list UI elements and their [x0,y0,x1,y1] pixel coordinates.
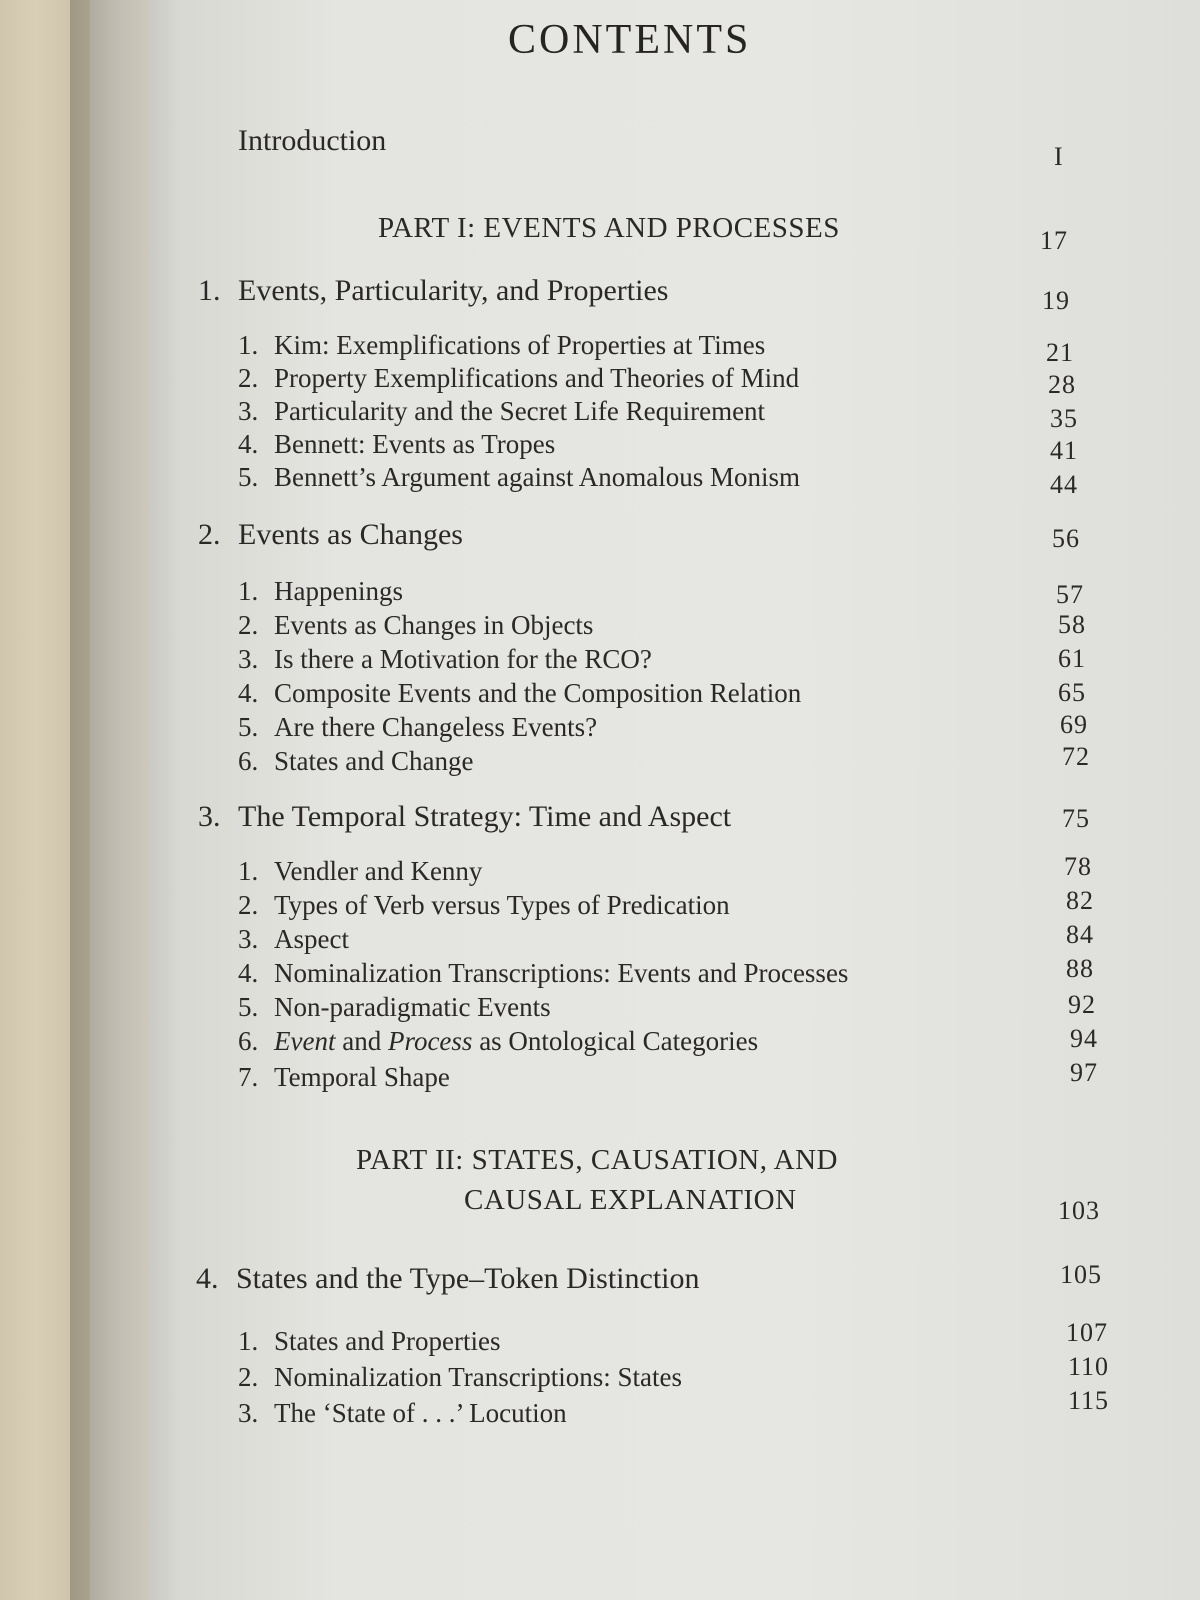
toc-section [238,462,800,493]
page-title: CONTENTS [508,17,752,63]
toc-section [238,856,482,887]
section-page: 94 [1070,1024,1098,1053]
section-title: States and Change [274,746,474,776]
toc-section [238,644,652,675]
section-number: 4. [238,958,259,988]
section-page: 58 [1058,610,1086,639]
toc-chapter-2-page: 56 [1052,524,1080,553]
section-title: The ‘State of . . .’ Locution [274,1398,567,1428]
section-title: Bennett: Events as Tropes [274,429,556,459]
gutter-shadow [70,0,180,1600]
section-title-conjunction: and [335,1026,388,1056]
section-title: Types of Verb versus Types of Predication [274,890,730,920]
part-heading-2-line-1: PART II: STATES, CAUSATION, AND [356,1144,838,1176]
section-page: 72 [1062,742,1090,771]
section-number: 2. [238,890,259,920]
section-page: 69 [1060,710,1088,739]
part-heading-1: PART I: EVENTS AND PROCESSES [378,212,840,244]
section-number: 5. [238,462,259,492]
section-title: Events as Changes in Objects [274,610,594,640]
section-title: Nominalization Transcriptions: States [274,1362,682,1392]
section-title-italic-event: Event [274,1026,336,1056]
toc-introduction-label: Introduction [238,124,387,157]
section-number: 2. [238,363,259,393]
toc-section [238,576,403,607]
chapter-title: Events as Changes [238,518,463,551]
section-number: 1. [238,576,259,606]
section-number: 1. [238,1326,259,1356]
section-number: 7. [238,1062,259,1092]
section-number: 6. [238,746,259,776]
section-number: 2. [238,1362,259,1392]
section-page: 44 [1050,470,1078,499]
section-page: 28 [1048,370,1076,399]
toc-section [238,1398,567,1429]
toc-section [238,890,730,921]
chapter-title: Events, Particularity, and Properties [238,274,669,307]
section-title: Temporal Shape [274,1062,450,1092]
section-number: 4. [238,678,259,708]
section-page: 110 [1068,1352,1110,1381]
toc-introduction-page: I [1054,142,1064,171]
section-page: 88 [1066,954,1094,983]
section-number: 3. [238,924,259,954]
toc-section [238,396,765,427]
chapter-number: 4. [196,1262,219,1295]
toc-section [238,610,593,641]
section-page: 107 [1066,1318,1108,1347]
section-title: Are there Changeless Events? [274,712,598,742]
toc-section [238,712,597,743]
toc-chapter-4-page: 105 [1060,1260,1102,1289]
part-heading-2-page: 103 [1058,1196,1100,1225]
section-page: 97 [1070,1058,1098,1087]
toc-chapter-3 [198,800,731,834]
section-number: 5. [238,712,259,742]
toc-section [238,746,473,777]
section-number: 2. [238,610,259,640]
section-number: 3. [238,396,259,426]
section-page: 21 [1046,338,1074,367]
part-heading-1-page: 17 [1040,226,1068,255]
section-title: Composite Events and the Composition Relation [274,678,802,708]
section-page: 65 [1058,678,1086,707]
section-title-italic-process: Process [387,1026,473,1056]
toc-section [238,992,551,1023]
toc-chapter-1 [198,274,668,308]
chapter-number: 3. [198,800,221,833]
section-number: 1. [238,330,259,360]
section-title: Particularity and the Secret Life Requirement [274,396,766,426]
section-page: 57 [1056,580,1084,609]
toc-section [238,924,349,955]
section-page: 35 [1050,404,1078,433]
section-page: 82 [1066,886,1094,915]
toc-section [238,429,555,460]
section-title: Vendler and Kenny [274,856,483,886]
chapter-title: The Temporal Strategy: Time and Aspect [238,800,732,833]
toc-section [238,1326,500,1357]
section-page: 78 [1064,852,1092,881]
section-page: 92 [1068,990,1096,1019]
toc-section [238,363,799,394]
part-heading-2-line-2: CAUSAL EXPLANATION [464,1184,797,1216]
section-title: States and Properties [274,1326,501,1356]
section-page: 61 [1058,644,1086,673]
section-number: 5. [238,992,259,1022]
toc-section [238,958,848,989]
toc-section [238,330,765,361]
section-page: 41 [1050,436,1078,465]
section-title: Is there a Motivation for the RCO? [274,644,652,674]
section-page: 84 [1066,920,1094,949]
chapter-number: 1. [198,274,221,307]
section-number: 3. [238,1398,259,1428]
toc-chapter-2 [198,518,463,552]
section-title: Non-paradigmatic Events [274,992,551,1022]
section-title: Property Exemplifications and Theories of Mind [274,363,800,393]
toc-chapter-4 [196,1262,700,1296]
toc-section [238,1362,682,1393]
section-number: 6. [238,1026,259,1056]
section-title: Bennett’s Argument against Anomalous Monism [274,462,800,492]
toc-section [238,1026,758,1057]
section-number: 3. [238,644,259,674]
chapter-number: 2. [198,518,221,551]
chapter-title: States and the Type–Token Distinction [236,1262,700,1295]
section-title: Happenings [274,576,403,606]
toc-section [238,1062,450,1093]
section-title: Nominalization Transcriptions: Events and Processes [274,958,849,988]
section-title: as Ontological Categories [472,1026,759,1056]
section-title: Kim: Exemplifications of Properties at Times [274,330,766,360]
toc-introduction [238,124,386,158]
toc-chapter-1-page: 19 [1042,286,1070,315]
section-title: Aspect [274,924,349,954]
section-number: 4. [238,429,259,459]
toc-chapter-3-page: 75 [1062,804,1090,833]
toc-section [238,678,801,709]
section-number: 1. [238,856,259,886]
section-page: 115 [1068,1386,1110,1415]
